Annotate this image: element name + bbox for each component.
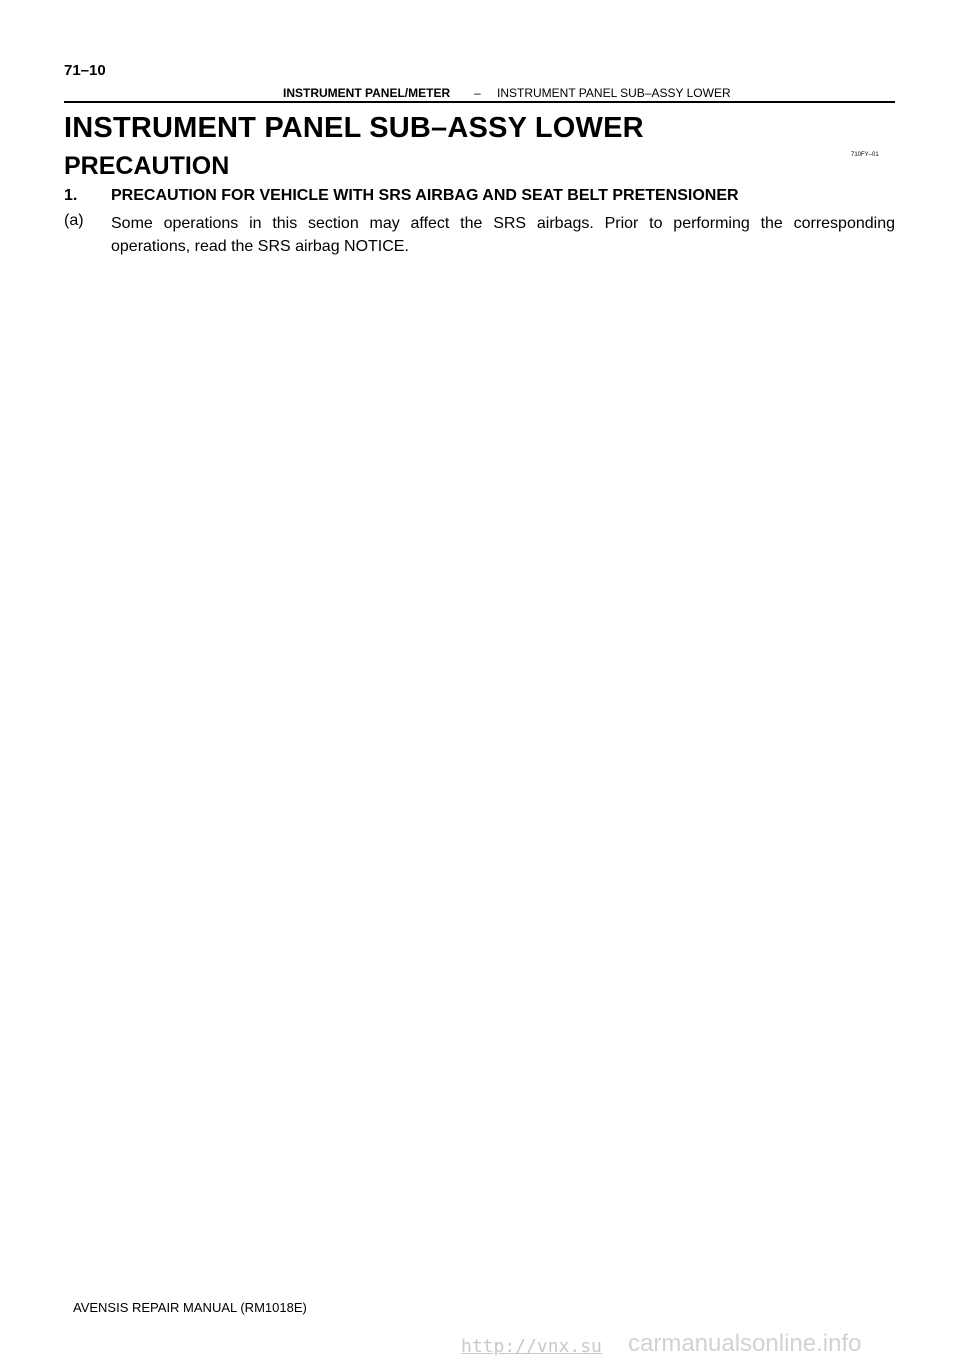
footer-manual-id: AVENSIS REPAIR MANUAL (RM1018E) [73, 1300, 307, 1315]
header-subsection-title: INSTRUMENT PANEL SUB–ASSY LOWER [497, 86, 731, 100]
header-separator: – [474, 86, 481, 100]
subitem-line-1: Some operations in this section may affect the SRS airbags. Prior to performing the corresponding [111, 215, 895, 232]
subitem-line-2: operations, read the SRS airbag NOTICE. [111, 238, 409, 255]
list-item-number: 1. [64, 187, 78, 204]
document-code: 710FY–01 [851, 152, 879, 158]
section-heading: PRECAUTION [64, 152, 230, 180]
watermark-link-right[interactable]: carmanualsonline.info [628, 1330, 862, 1357]
page-title: INSTRUMENT PANEL SUB–ASSY LOWER [64, 112, 644, 144]
page-number: 71–10 [64, 62, 106, 79]
header-section-title: INSTRUMENT PANEL/METER [283, 86, 451, 100]
subitem-paragraph [111, 212, 895, 258]
list-item-heading: PRECAUTION FOR VEHICLE WITH SRS AIRBAG AND SEAT BELT PRETENSIONER [111, 187, 739, 204]
header-rule [64, 101, 895, 103]
subitem-label: (a) [64, 212, 84, 229]
watermark-link-left[interactable]: http://vnx.su [461, 1336, 602, 1357]
